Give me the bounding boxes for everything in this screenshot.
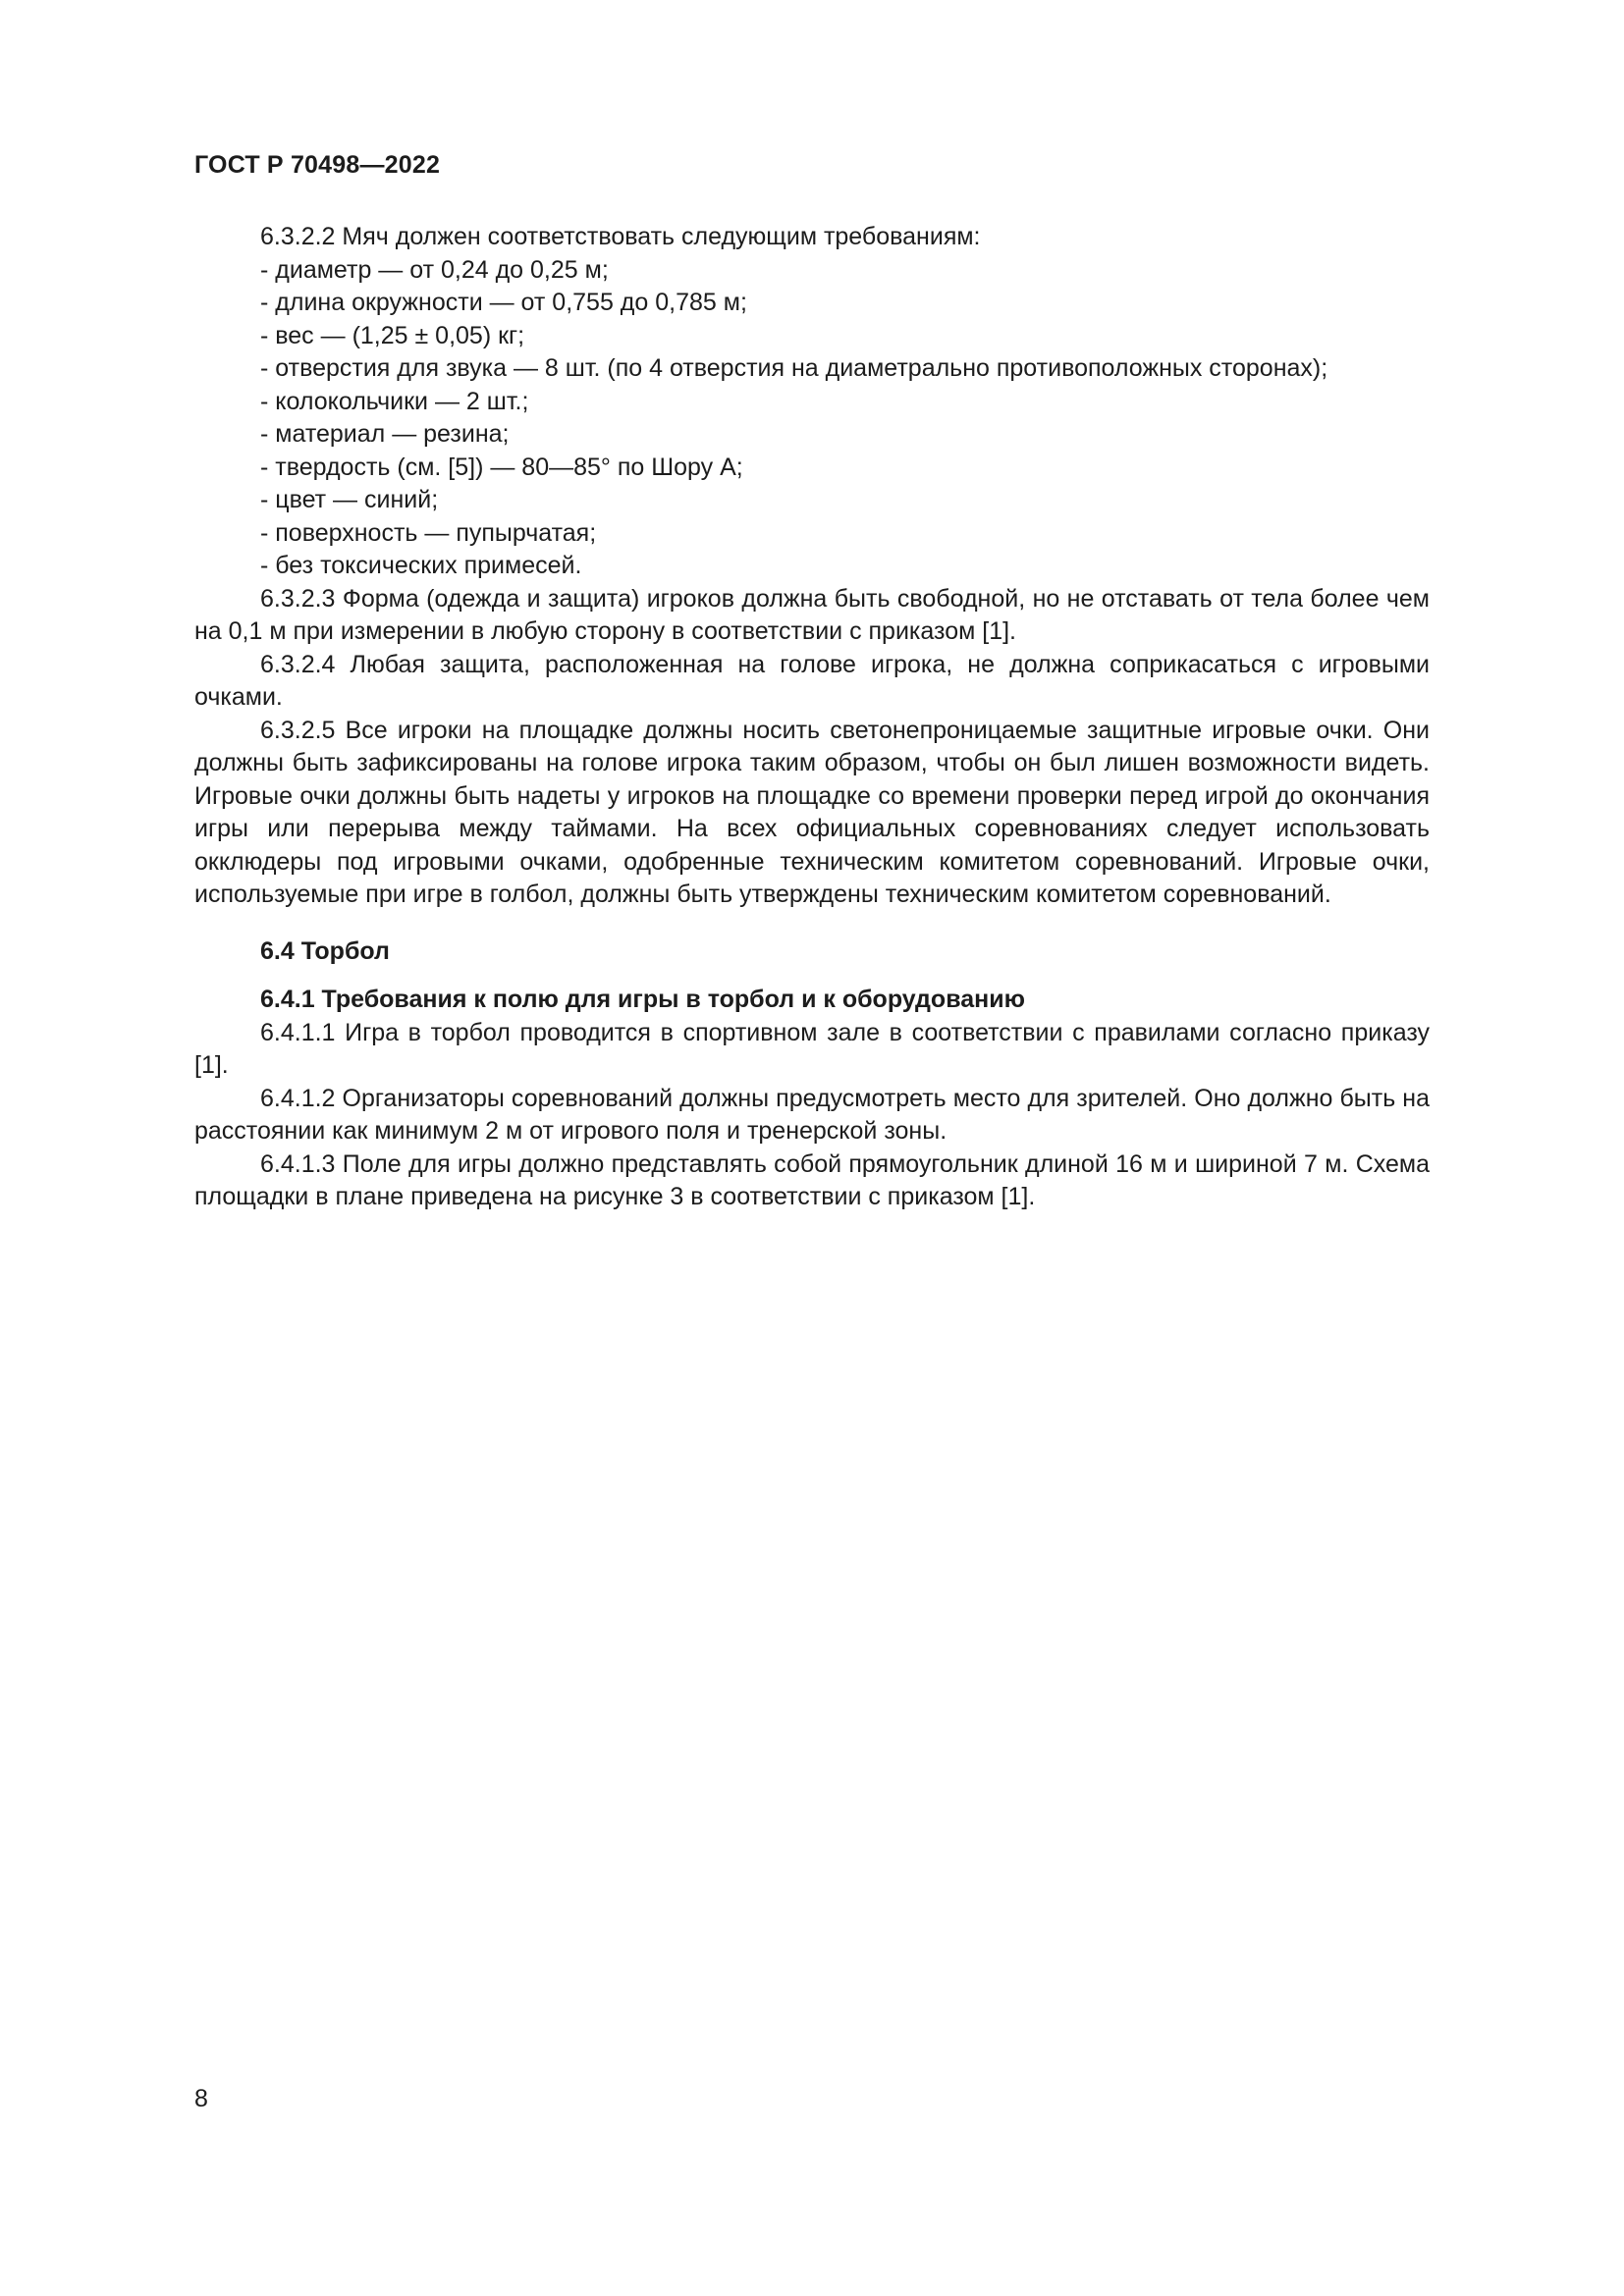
list-item: - материал — резина; [260,420,510,448]
paragraph-6-3-2-4: 6.3.2.4 Любая защита, расположенная на голове игрока, не должна соприкасаться с игровыми очками. [194,650,1430,711]
section-heading-6-4: 6.4 Торбол [260,936,390,965]
paragraph-6-4-1-1: 6.4.1.1 Игра в торбол проводится в спортивном зале в соответствии с правилами согласно приказу [1]. [194,1018,1430,1079]
paragraph-6-4-1-3: 6.4.1.3 Поле для игры должно представлять собой прямоугольник длиной 16 м и шириной 7 м. Схема площадки в плане приведена на рисунке 3 в соответствии с приказом [1]. [194,1149,1430,1210]
paragraph-6-4-1-2: 6.4.1.2 Организаторы соревнований должны предусмотреть место для зрителей. Оно должно быть на расстоянии как минимум 2 м от игрового поля и тренерской зоны. [194,1084,1430,1145]
list-item: - твердость (см. [5]) — 80—85° по Шору А; [260,453,743,481]
list-item: - колокольчики — 2 шт.; [260,387,529,415]
list-item: - диаметр — от 0,24 до 0,25 м; [260,255,609,284]
list-item: - вес — (1,25 ± 0,05) кг; [260,321,525,349]
document-body [194,221,1430,1214]
list-item: - длина окружности — от 0,755 до 0,785 м; [260,289,747,316]
paragraph-6-3-2-3: 6.3.2.3 Форма (одежда и защита) игроков должна быть свободной, но не отставать от тела более чем на 0,1 м при измерении в любую сторону в соответствии с приказом [1]. [194,584,1430,645]
list-item: - цвет — синий; [260,486,439,513]
list-item: - без токсических примесей. [260,552,582,579]
list-item: - поверхность — пупырчатая; [260,518,597,547]
subsection-heading-6-4-1: 6.4.1 Требования к полю для игры в торбол и к оборудованию [260,986,1025,1013]
list-item: - отверстия для звука — 8 шт. (по 4 отверстия на диаметрально противоположных сторонах); [260,354,1328,382]
paragraph-6-3-2-2: 6.3.2.2 Мяч должен соответствовать следующим требованиям: [260,223,981,250]
document-header: ГОСТ Р 70498—2022 [194,151,441,179]
page-number: 8 [194,2085,208,2112]
paragraph-6-3-2-5: 6.3.2.5 Все игроки на площадке должны носить светонепроницаемые защитные игровые очки. Они должны быть зафиксированы на голове игрока таким образом, чтобы он был лишен возможности видеть. Игровые очки должны быть надеты у игроков на площадке со времени проверки перед игрой до окончания игры или перерыва между таймами. На всех официальных соревнованиях следует использовать окклюдеры под игровыми очками, одобренные техническим комитетом соревнований. Игровые очки, используемые при игре в голбол, должны быть утверждены техническим комитетом соревнований. [194,716,1430,908]
